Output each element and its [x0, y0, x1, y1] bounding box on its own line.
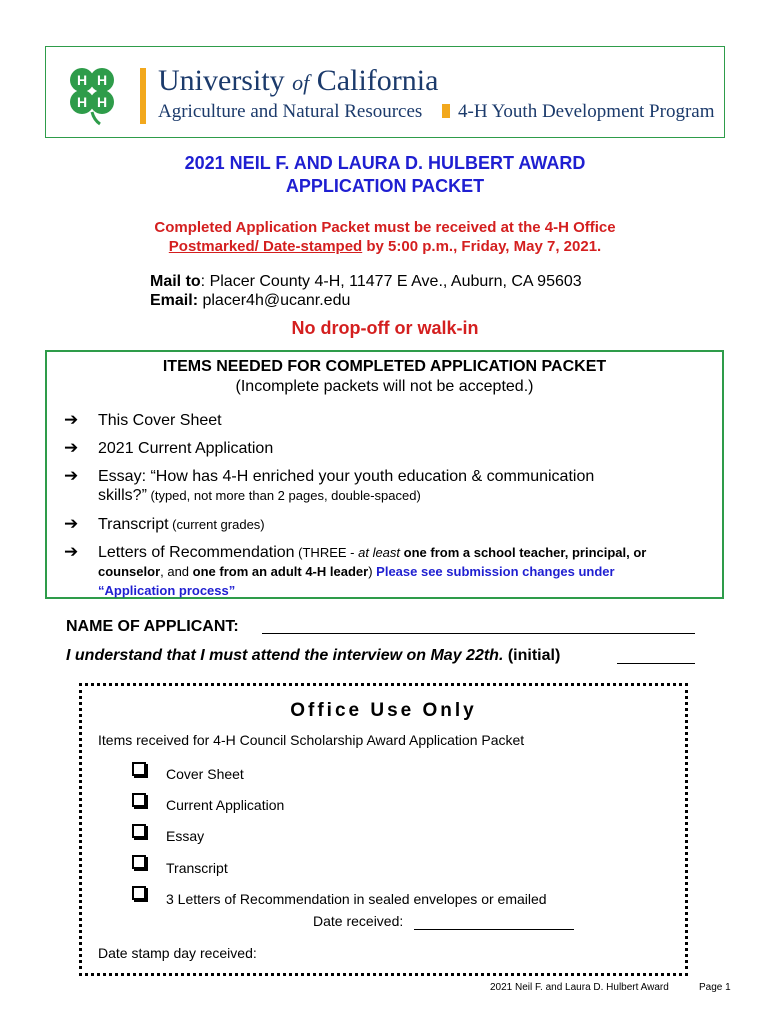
no-drop-off-notice: No drop-off or walk-in [291, 318, 479, 338]
item-current-application: 2021 Current Application [98, 440, 274, 457]
checkbox-current-application[interactable] [132, 793, 146, 807]
footer-title: 2021 Neil F. and Laura D. Hulbert Award [490, 982, 669, 993]
deadline-line-1: Completed Application Packet must be received at the 4-H Office [154, 219, 616, 236]
checkbox-essay[interactable] [132, 824, 146, 838]
mail-to-line: Mail to: Placer County 4-H, 11477 E Ave., Auburn, CA 95603 [150, 273, 582, 290]
item-transcript: Transcript (current grades) [98, 516, 265, 533]
date-received-field[interactable] [414, 929, 574, 930]
date-received-label: Date received: [313, 913, 404, 929]
item-cover-sheet: This Cover Sheet [98, 412, 222, 429]
initial-field[interactable] [617, 663, 695, 664]
items-heading: ITEMS NEEDED FOR COMPLETED APPLICATION PACKET [162, 358, 607, 375]
svg-text:H: H [96, 72, 108, 88]
checkbox-label: Current Application [166, 797, 285, 813]
document-title: 2021 NEIL F. AND LAURA D. HULBERT AWARD [184, 153, 586, 173]
items-subheading: (Incomplete packets will not be accepted.) [235, 378, 534, 395]
gold-square-icon [442, 104, 450, 118]
checkbox-label: Cover Sheet [166, 766, 244, 782]
document-subtitle: APPLICATION PACKET [285, 176, 485, 196]
arrow-icon: ➔ [64, 514, 79, 533]
checkbox-label: Transcript [166, 860, 228, 876]
program-name: 4-H Youth Development Program [458, 101, 715, 122]
date-stamp-label: Date stamp day received: [98, 945, 257, 961]
applicant-name-label: NAME OF APPLICANT: [66, 618, 239, 635]
checkbox-letters[interactable] [132, 886, 146, 900]
arrow-icon: ➔ [64, 438, 79, 457]
checkbox-transcript[interactable] [132, 855, 146, 869]
email-line: Email: placer4h@ucanr.edu [150, 292, 351, 309]
deadline-line-2: Postmarked/ Date-stamped by 5:00 p.m., Friday, May 7, 2021. [168, 238, 602, 255]
gold-accent-bar [140, 68, 146, 124]
checkbox-cover-sheet[interactable] [132, 762, 146, 776]
division-name: Agriculture and Natural Resources [158, 101, 423, 122]
arrow-icon: ➔ [64, 466, 79, 485]
checkbox-label: 3 Letters of Recommendation in sealed envelopes or emailed [166, 891, 547, 907]
four-h-clover-logo [60, 62, 124, 126]
item-essay: Essay: “How has 4-H enriched your youth education & communication skills?” (typed, not more than 2 pages, double-spaced) [98, 468, 595, 504]
item-letters-of-recommendation: Letters of Recommendation (THREE - at least one from a school teacher, principal, or counselor, and one from an adult 4-H leader) Please see submission changes under “Application process” [98, 544, 647, 598]
interview-acknowledgement: I understand that I must attend the interview on May 22th. (initial) [66, 647, 561, 664]
page-number: Page 1 [699, 982, 731, 993]
office-use-title: Office Use Only [290, 700, 477, 721]
arrow-icon: ➔ [64, 410, 79, 429]
office-use-intro: Items received for 4-H Council Scholarship Award Application Packet [98, 732, 525, 748]
checkbox-label: Essay [166, 828, 205, 844]
svg-text:H: H [96, 94, 108, 110]
university-name: University of California [158, 64, 439, 97]
svg-text:H: H [76, 94, 88, 110]
svg-text:H: H [76, 72, 88, 88]
applicant-name-field[interactable] [262, 633, 695, 634]
arrow-icon: ➔ [64, 542, 79, 561]
